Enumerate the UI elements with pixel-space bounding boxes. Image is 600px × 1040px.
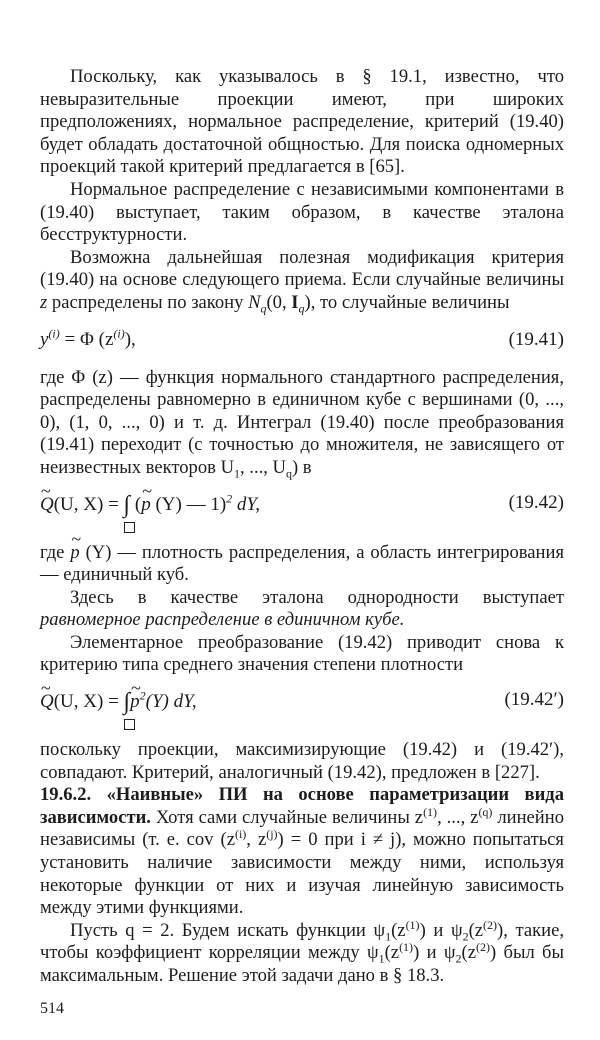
- unit-cube-icon: [124, 719, 135, 730]
- unit-cube-icon: [124, 522, 135, 533]
- formula-19-41-expression: $y^{(i)} = \Phi$ $(z^{(i)})$,: [40, 326, 136, 350]
- formula-19-41-number: (19.41): [508, 328, 564, 350]
- page-body: [40, 66, 564, 988]
- formula-19-42-prime-expression: ~ Q(U, X) = ∫ ~ $p^2(Y)$ dY,: [40, 689, 197, 714]
- paragraph-9: 19.6.2. «Наивные» ПИ на основе параметризации вида зависимости. Хотя сами случайные величины $z^{(1)}$, ..., $z^{(q)}$ линейно независимы (т. е. cov ($z^{(i)}$, $z^{(j)}) = 0$ при i ≠ j), можно попытаться установить наличие зависимости между ними, используя некоторые функции от них и изучая линейную зависимость между этими функциями.: [40, 784, 565, 919]
- formula-19-42-number: (19.42): [508, 491, 564, 513]
- page-number: 514: [40, 1000, 64, 1017]
- paragraph-7: Элементарное преобразование (19.42) приводит снова к критерию типа среднего значения степени плотности: [40, 631, 564, 676]
- formula-19-42-expression: ~ Q(U, X) = ∫ (~ p (Y) — 1)$^2$ dY,: [40, 492, 260, 517]
- formula-19-41: [40, 319, 564, 363]
- paragraph-5: где ~ p (Y) — плотность распределения, а область интегрирования — единичный куб.: [40, 542, 564, 587]
- formula-19-42-prime: [40, 681, 564, 735]
- paragraph-8: поскольку проекции, максимизирующие (19.42) и (19.42′), совпадают. Критерий, аналогичный (19.42), предложен в [227].: [40, 739, 564, 783]
- paragraph-10: Пусть q = 2. Будем искать функции $\psi_1(z^{(1)})$ и $\psi_2(z^{(2)})$, такие, чтобы коэффициент корреляции между $\psi_1(z^{(1)})$ и $\psi_2(z^{(2)})$ был бы максимальным. Решение этой задачи дано в § 18.3.: [40, 917, 565, 986]
- integral-sign: ∫: [124, 689, 131, 715]
- formula-19-42-prime-number: (19.42′): [504, 689, 564, 711]
- section-heading-19-6-2: 19.6.2. «Наивные» ПИ на основе параметризации вида зависимости.: [40, 784, 564, 828]
- paragraph-6: Здесь в качестве эталона однородности выступает равномерное распределение в единичном кубе.: [40, 586, 564, 631]
- paragraph-4: где Φ (z) — функция нормального стандартного распределения, распределены равномерно в единичном кубе с вершинами (0, ..., 0), (1, 0, ..., 0) и т. д. Интеграл (19.40) после преобразования (19.41) переходит (с точностью до множителя, не зависящего от неизвестных векторов $U_1$, ..., $U_q$) в: [40, 366, 564, 481]
- paragraph-1: Поскольку, как указывалось в § 19.1, известно, что невыразительные проекции имеют, при широких предположениях, нормальное распределение, критерий (19.40) будет обладать достаточной общностью. Для поиска одномерных проекций такой критерий предлагается в [65].: [40, 66, 564, 178]
- formula-19-42: [40, 484, 564, 538]
- integral-sign: ∫: [124, 492, 131, 518]
- paragraph-2: Нормальное распределение с независимыми компонентами в (19.40) выступает, таким образом, в качестве эталона бесструктурности.: [40, 178, 564, 246]
- paragraph-3: Возможна дальнейшая полезная модификация критерия (19.40) на основе следующего приема. Если случайные величины z распределены по закону $N_q(0$, $I_q$), то случайные величины: [40, 246, 564, 316]
